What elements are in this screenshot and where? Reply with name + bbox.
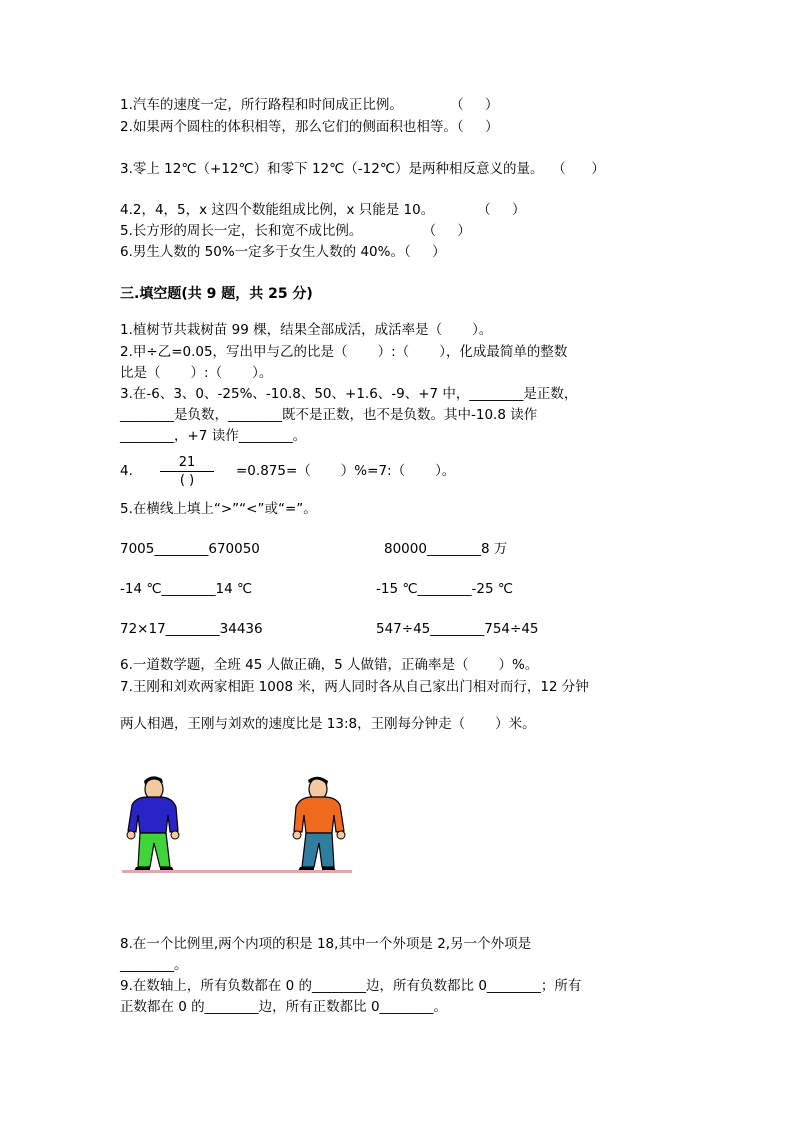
compare-row2-right: -15 ℃________-25 ℃ <box>376 581 514 597</box>
fill-q6: 6.一道数学题，全班 45 人做正确，5 人做错，正确率是（ ）%。 <box>120 657 539 673</box>
judgement-q5: 5.长方形的周长一定，长和宽不成比例。 （ ） <box>120 223 471 239</box>
fill-q1: 1.植树节共栽树苗 99 棵，结果全部成活，成活率是（ ）。 <box>120 322 493 338</box>
fraction-denominator: ( ) <box>179 473 195 488</box>
fill-q9-line1: 9.在数轴上，所有负数都在 0 的________边，所有负数都比 0________；所有 <box>120 978 582 994</box>
fill-q5: 5.在横线上填上“>”“<”或“=”。 <box>120 501 317 517</box>
fraction-bar <box>160 471 214 472</box>
fill-q2-line2: 比是（ ）:（ ）。 <box>120 365 273 381</box>
judgement-q6: 6.男生人数的 50%一定多于女生人数的 40%。（ ） <box>120 244 446 260</box>
ground-line <box>122 870 352 873</box>
fill-q7-line1: 7.王刚和刘欢两家相距 1008 米，两人同时各从自己家出门相对而行，12 分钟 <box>120 679 589 695</box>
fill-q8-line2: ________。 <box>120 957 188 973</box>
person-left-icon <box>122 775 184 871</box>
fill-q3-line1: 3.在-6、3、0、-25%、-10.8、50、+1.6、-9、+7 中，________是正数， <box>120 386 578 402</box>
compare-row3-right: 547÷45________754÷45 <box>376 621 539 637</box>
judgement-q3: 3.零上 12℃（+12℃）和零下 12℃（-12℃）是两种相反意义的量。 （ ） <box>120 161 605 177</box>
fill-q4-rest: =0.875=（ ）%=7:（ ）。 <box>236 463 456 479</box>
compare-row1-right: 80000________8 万 <box>384 541 508 557</box>
fill-q2-line1: 2.甲÷乙=0.05，写出甲与乙的比是（ ）:（ ），化成最简单的整数 <box>120 344 568 360</box>
fill-q4-fraction <box>160 455 214 488</box>
compare-row3-left: 72×17________34436 <box>120 621 263 637</box>
person-right-icon <box>288 775 350 871</box>
compare-row1-left: 7005________670050 <box>120 541 260 557</box>
judgement-q2: 2.如果两个圆柱的体积相等，那么它们的侧面积也相等。（ ） <box>120 119 499 135</box>
fill-q9-line2: 正数都在 0 的________边，所有正数都比 0________。 <box>120 999 448 1015</box>
fill-q7-line2: 两人相遇，王刚与刘欢的速度比是 13:8，王刚每分钟走（ ）米。 <box>120 716 536 732</box>
fill-q3-line3: ________，+7 读作________。 <box>120 428 307 444</box>
section-heading: 三.填空题(共 9 题，共 25 分) <box>120 286 313 302</box>
judgement-q4: 4.2，4，5，x 这四个数能组成比例，x 只能是 10。 （ ） <box>120 202 526 218</box>
fraction-numerator: 21 <box>178 455 196 470</box>
compare-row2-left: -14 ℃________14 ℃ <box>120 581 253 597</box>
judgement-q1: 1.汽车的速度一定，所行路程和时间成正比例。 （ ） <box>120 97 499 113</box>
fill-q8-line1: 8.在一个比例里,两个内项的积是 18,其中一个外项是 2,另一个外项是 <box>120 936 532 952</box>
fill-q4-number: 4. <box>120 463 133 479</box>
fill-q3-line2: ________是负数，________既不是正数，也不是负数。其中-10.8 读作 <box>120 407 538 423</box>
